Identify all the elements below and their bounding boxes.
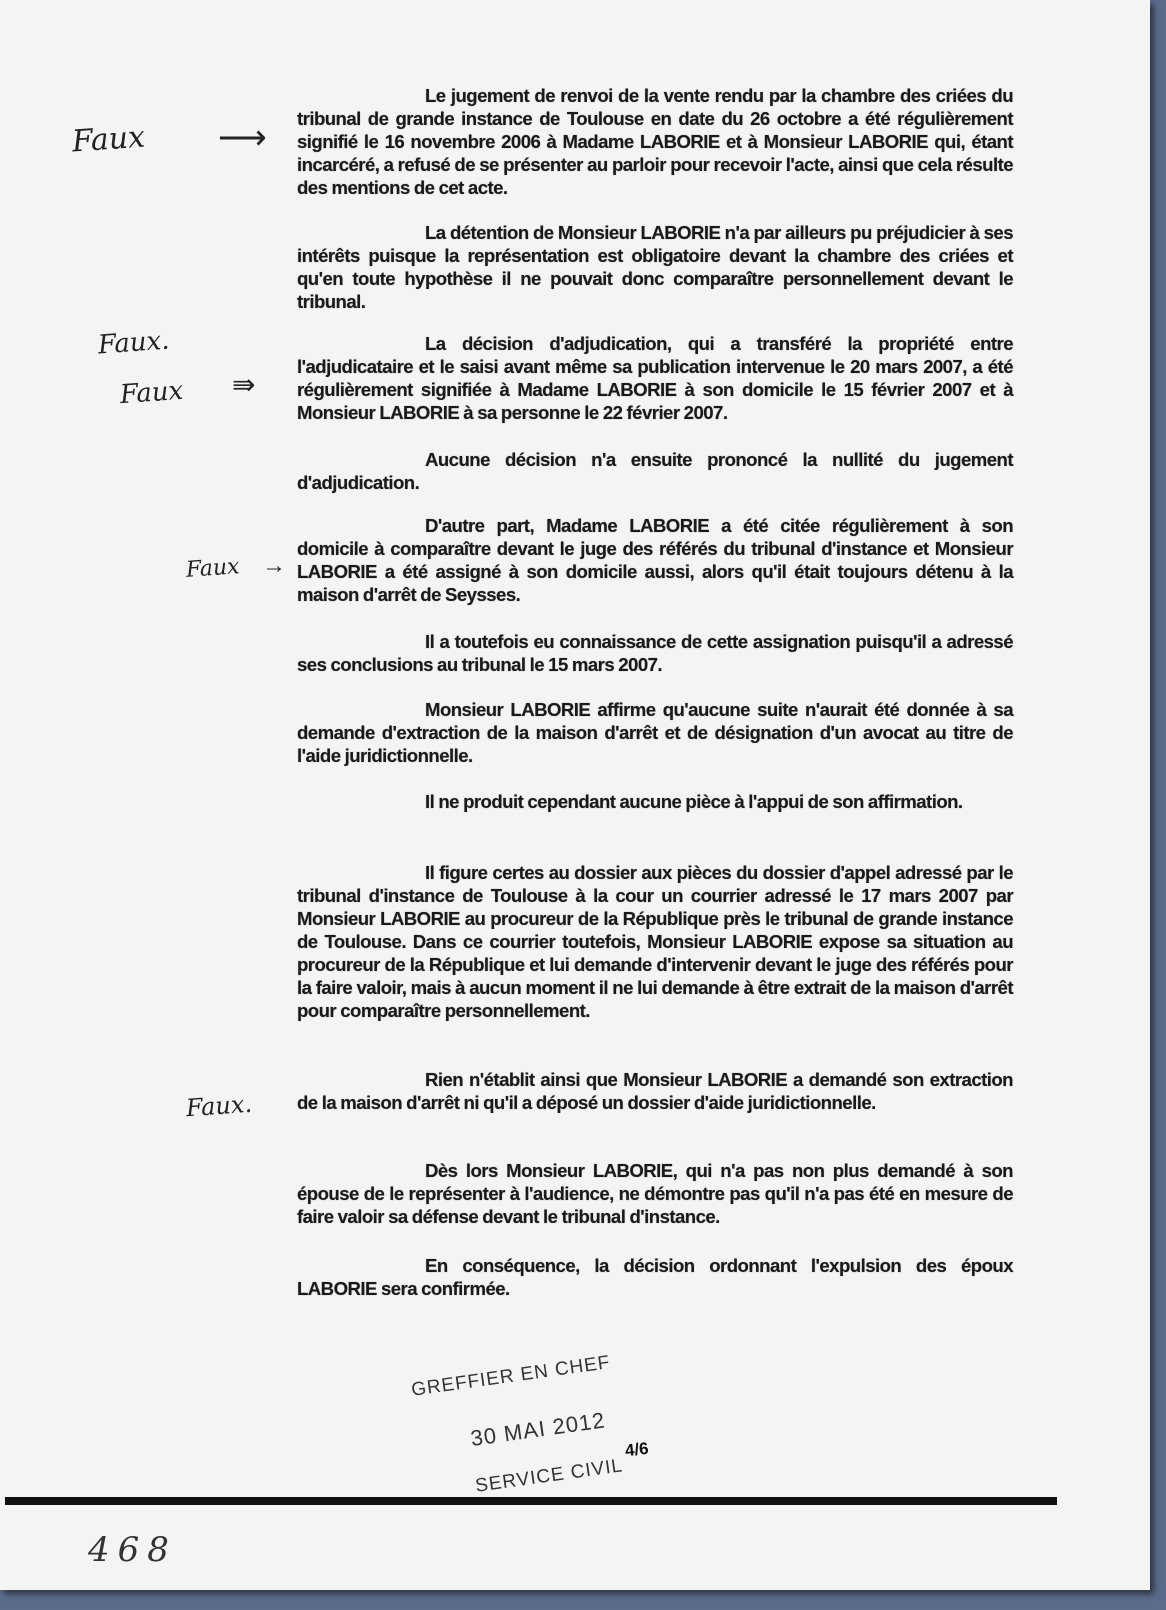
paragraph-6: Il a toutefois eu connaissance de cette assignation puisqu'il a adressé ses conclusions au tribunal le 15 mars 2007.: [297, 631, 1013, 675]
stamp-date: 30 MAI 2012: [469, 1407, 607, 1451]
stamp-service: SERVICE CIVIL: [473, 1455, 625, 1497]
paragraph-8: Il ne produit cependant aucune pièce à l'appui de son affirmation.: [425, 791, 963, 812]
paragraph-7: Monsieur LABORIE affirme qu'aucune suite n'aurait été donnée à sa demande d'extraction de la maison d'arrêt et de désignation d'un avocat au titre de l'aide juridictionnelle.: [297, 699, 1013, 766]
handwritten-arrow-icon: →: [262, 552, 286, 579]
stamp-title: GREFFIER EN CHEF: [410, 1352, 612, 1401]
handwritten-faux-2: Faux.: [97, 325, 171, 361]
handwritten-double-arrow-icon: ⇛: [232, 369, 256, 400]
paragraph-3: La décision d'adjudication, qui a transféré la propriété entre l'adjudicataire et le saisi avant même sa publication intervenue le 20 mars 2007, a été régulièrement signifiée à Madame LABORIE à son domicile le 15 février 2007 et à Monsieur LABORIE à sa personne le 22 février 2007.: [297, 333, 1013, 423]
handwritten-page-number: 468: [88, 1530, 177, 1570]
handwritten-faux-1: Faux: [70, 119, 147, 160]
paragraph-4: Aucune décision n'a ensuite prononcé la nullité du jugement d'adjudication.: [297, 449, 1013, 493]
handwritten-faux-4: Faux: [185, 554, 241, 583]
footer-rule: [5, 1497, 1057, 1505]
paragraph-11: Dès lors Monsieur LABORIE, qui n'a pas non plus demandé à son épouse de le représenter à l'audience, ne démontre pas qu'il n'a pas été en mesure de faire valoir sa défense devant le tribunal d'instance.: [297, 1160, 1013, 1227]
paragraph-9: Il figure certes au dossier aux pièces du dossier d'appel adressé par le tribunal d'instance de Toulouse à la cour un courrier adressé le 17 mars 2007 par Monsieur LABORIE au procureur de la République près le tribunal de grande instance de Toulouse. Dans ce courrier toutefois, Monsieur LABORIE expose sa situation au procureur de la République et lui demande d'intervenir devant le juge des référés pour la faire valoir, mais à aucun moment il ne lui demande à être extrait de la maison d'arrêt pour comparaître personnellement.: [297, 862, 1013, 1021]
paragraph-1: Le jugement de renvoi de la vente rendu par la chambre des criées du tribunal de grande instance de Toulouse en date du 26 octobre a été régulièrement signifié le 16 novembre 2006 à Madame LABORIE et à Monsieur LABORIE qui, étant incarcéré, a refusé de se présenter au parloir pour recevoir l'acte, ainsi que cela résulte des mentions de cet acte.: [297, 85, 1013, 198]
paragraph-5: D'autre part, Madame LABORIE a été citée régulièrement à son domicile à comparaître devant le juge des référés du tribunal d'instance et Monsieur LABORIE a été assigné à son domicile aussi, alors qu'il était toujours détenu à la maison d'arrêt de Seysses.: [297, 515, 1013, 605]
handwritten-faux-3: Faux: [119, 375, 185, 411]
paragraph-2: La détention de Monsieur LABORIE n'a par ailleurs pu préjudicier à ses intérêts puisque la représentation est obligatoire devant la chambre des criées et qu'en toute hypothèse il ne pouvait donc comparaître personnellement devant le tribunal.: [297, 222, 1013, 312]
page-folio: 4/6: [624, 1438, 650, 1461]
paragraph-12: En conséquence, la décision ordonnant l'expulsion des époux LABORIE sera confirmée.: [297, 1255, 1013, 1299]
handwritten-faux-5: Faux.: [185, 1089, 253, 1123]
paragraph-10: Rien n'établit ainsi que Monsieur LABORIE a demandé son extraction de la maison d'arrêt ni qu'il a déposé un dossier d'aide juridictionnelle.: [297, 1069, 1013, 1113]
handwritten-arrow-icon: ⟶: [218, 119, 267, 157]
